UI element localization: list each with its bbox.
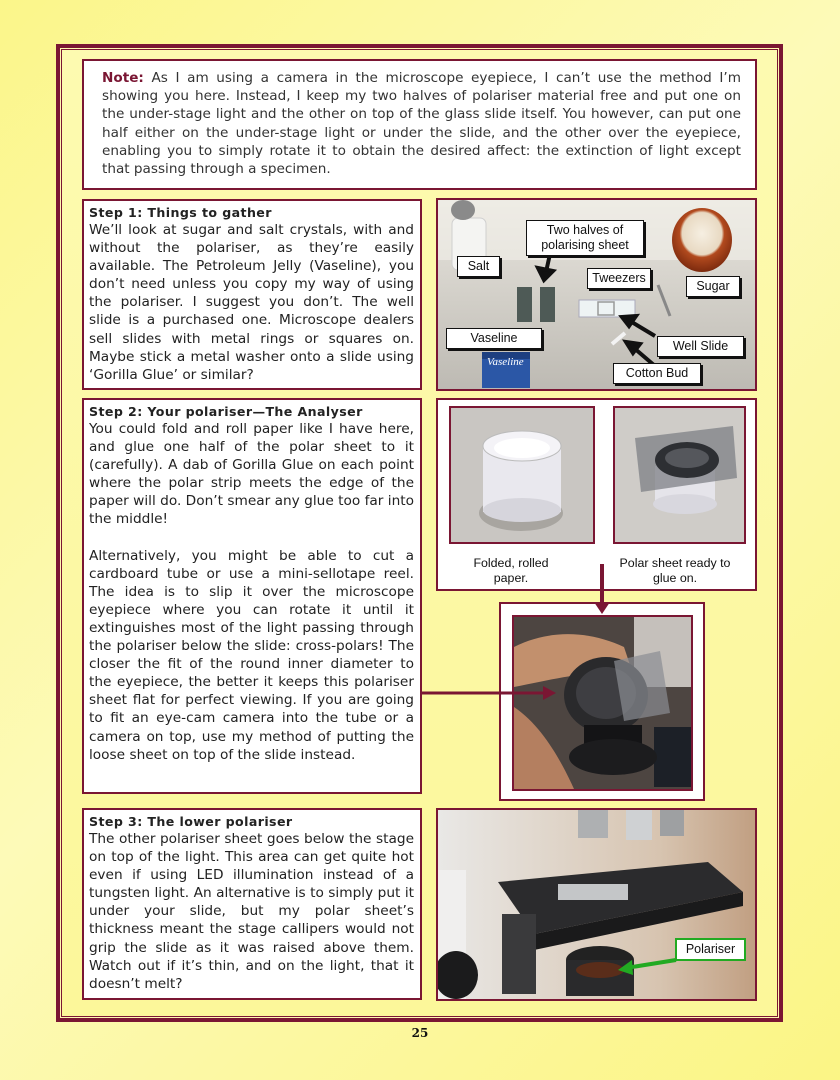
rolled-paper-scene bbox=[451, 408, 593, 542]
step3-text: The other polariser sheet goes below the stage on top of the light. This area can get quite hot even if using LED illumination instead of a tungsten light. An alternative is to simply put it under your slide, but my polar sheet’s thickness meant the stage callipers would not grip the slide as it was raised above them. Watch out if it’s thin, and on the light, that it doesn’t melt? bbox=[89, 831, 414, 992]
step1-box bbox=[82, 199, 422, 390]
photo-rolled-paper bbox=[449, 406, 595, 544]
photo-eyepiece bbox=[512, 615, 693, 791]
note-text: As I am using a camera in the microscope eyepiece, I can’t use the method I’m showing you here. Instead, I keep my two halves of polariser material free and put one on the under-stage light and the other on top of the glass slide itself. You however, can put one half either on the under-stage light or under the slide, and the other over the eyepiece, enabling you to simply rotate it to obtain the desired affect: the extinction of light except that passing through a specimen. bbox=[102, 70, 741, 178]
callout-polariser: Polariser bbox=[675, 938, 746, 961]
step2-box bbox=[82, 398, 422, 794]
vaseline-jar-label: Vaseline bbox=[487, 356, 524, 368]
callout-well-slide: Well Slide bbox=[657, 336, 744, 357]
caption-polar-sheet-ready: Polar sheet ready to glue on. bbox=[619, 556, 731, 585]
photo-things-to-gather bbox=[436, 198, 757, 391]
step3-heading: Step 3: The lower polariser bbox=[89, 814, 293, 829]
step1-text: We’ll look at sugar and salt crystals, with and without the polariser, as they’re easily available. The Petroleum Jelly (Vaseline), you don’t need unless you copy my way of using the polariser. I suggest you don’t. The well slide is a purchased one. Microscope dealers sell slides with metal rings or squares on. Maybe stick a metal washer onto a slide using ‘Gorilla Glue’ or similar? bbox=[89, 222, 414, 383]
photo-lower-polariser bbox=[436, 808, 757, 1001]
callout-tweezers: Tweezers bbox=[587, 268, 651, 289]
note-box bbox=[82, 59, 757, 190]
photo-polar-sheet-ready bbox=[613, 406, 746, 544]
step1-heading: Step 1: Things to gather bbox=[89, 205, 272, 220]
page-number: 25 bbox=[411, 1026, 429, 1040]
step2-heading: Step 2: Your polariser—The Analyser bbox=[89, 404, 363, 419]
callout-vaseline: Vaseline bbox=[446, 328, 542, 349]
microscope-stage-scene bbox=[438, 810, 755, 999]
photo-eyepiece-panel bbox=[499, 602, 705, 801]
photo-pair-panel bbox=[436, 398, 757, 591]
callout-salt: Salt bbox=[457, 256, 500, 277]
eyepiece-scene bbox=[514, 617, 691, 789]
note-label: Note: bbox=[102, 70, 144, 86]
polar-sheet-scene bbox=[615, 408, 744, 542]
step3-box bbox=[82, 808, 422, 1000]
callout-cotton-bud: Cotton Bud bbox=[613, 363, 701, 384]
callout-two-halves: Two halves of polarising sheet bbox=[526, 220, 644, 256]
callout-sugar: Sugar bbox=[686, 276, 740, 297]
step2-para2: Alternatively, you might be able to cut a cardboard tube or use a mini-sellotape reel. The idea is to slip it over the microscope eyepiece where you can rotate it until it extinguishes most of the light passing through the polariser below the slide: cross-polars! The closer the fit of the round inner diameter to the eyepiece, the better it keeps this polariser sheet flat for perfect viewing. If you are going to fit an eye-cam camera into the tube or a camera on top, use my method of putting the loose sheet on top of the slide instead. bbox=[89, 547, 414, 763]
step2-para1: You could fold and roll paper like I have here, and glue one half of the polar sheet to it (carefully). A dab of Gorilla Glue on each point where the polar strip meets the edge of the paper will do. Don’t smear any glue too far into the middle! bbox=[89, 421, 414, 528]
caption-folded-rolled-paper: Folded, rolled paper. bbox=[473, 556, 549, 585]
